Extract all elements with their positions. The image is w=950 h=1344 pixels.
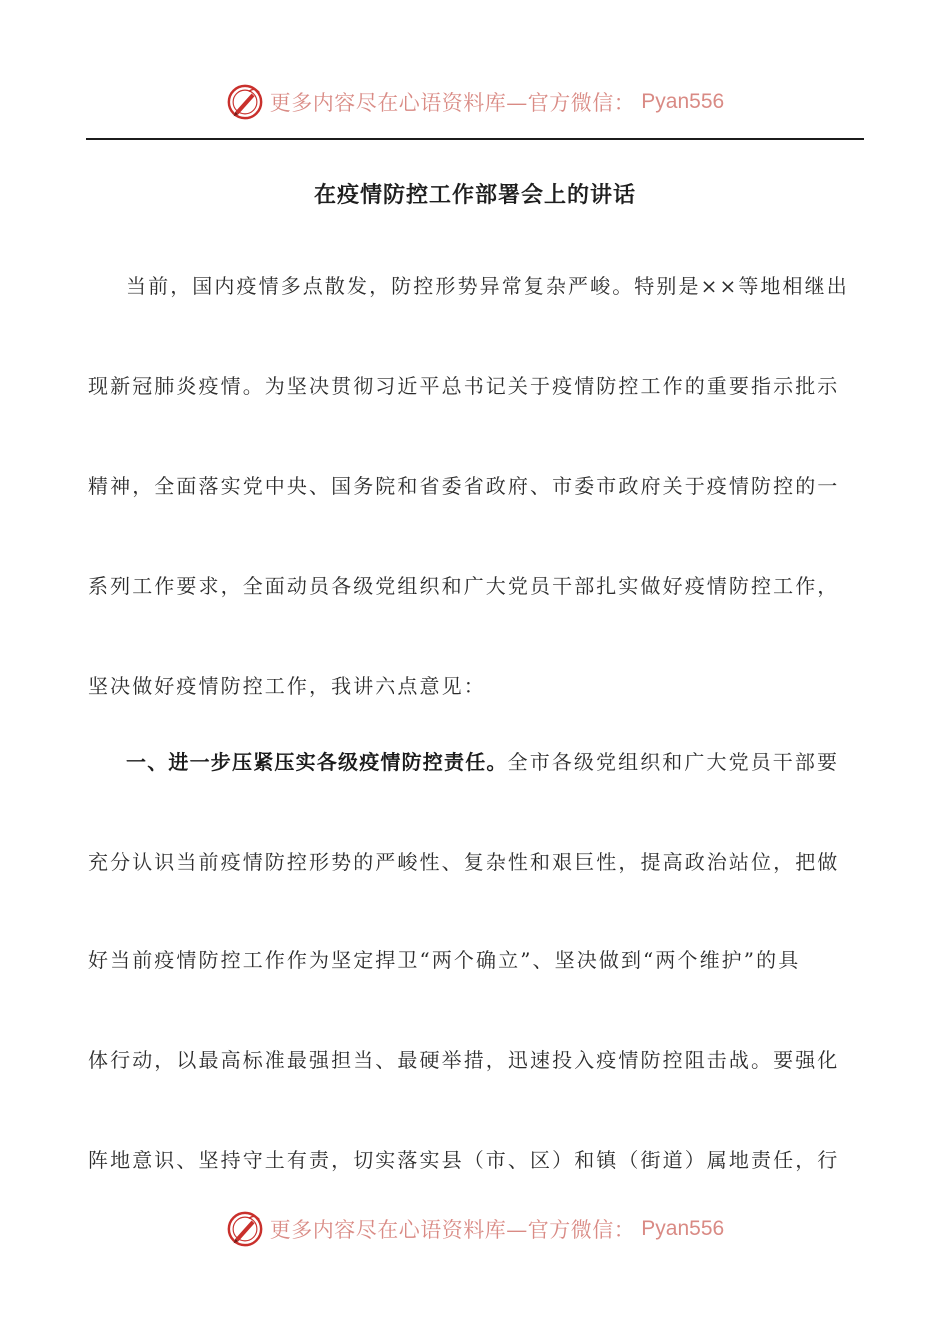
footer-banner-text: 更多内容尽在心语资料库—官方微信：	[269, 1218, 636, 1242]
section-1-line-5: 阵地意识、坚持守土有责，切实落实县（市、区）和镇（街道）属地责任，行	[88, 1148, 840, 1172]
section-1-line-2: 充分认识当前疫情防控形势的严峻性、复杂性和艰巨性，提高政治站位，把做	[88, 850, 840, 874]
paragraph-line-5: 坚决做好疫情防控工作，我讲六点意见：	[88, 674, 486, 698]
paragraph-line-2: 现新冠肺炎疫情。为坚决贯彻习近平总书记关于疫情防控工作的重要指示批示	[88, 374, 840, 398]
section-1-line-3: 好当前疫情防控工作作为坚定捍卫“两个确立”、坚决做到“两个维护”的具	[88, 948, 801, 972]
section-1-heading: 一、进一步压紧压实各级疫情防控责任。	[126, 750, 508, 774]
pen-circle-icon	[226, 1210, 264, 1248]
header-banner	[0, 80, 950, 124]
document-title: 在疫情防控工作部署会上的讲话	[313, 183, 636, 208]
section-1-first-line-text: 全市各级党组织和广大党员干部要	[507, 750, 840, 774]
banner-wechat-id: Pyan556	[641, 90, 725, 113]
footer-banner	[0, 1207, 950, 1251]
paragraph-line-1: 当前，国内疫情多点散发，防控形势异常复杂严峻。特别是××等地相继出	[126, 274, 849, 298]
footer-banner-content	[226, 1210, 724, 1248]
header-banner-content	[226, 83, 724, 121]
paragraph-line-3: 精神，全面落实党中央、国务院和省委省政府、市委市政府关于疫情防控的一	[88, 474, 840, 498]
pen-circle-icon	[226, 83, 264, 121]
banner-text: 更多内容尽在心语资料库—官方微信：	[269, 91, 636, 115]
footer-banner-wechat-id: Pyan556	[641, 1217, 725, 1240]
header-divider	[86, 138, 864, 140]
paragraph-line-4: 系列工作要求，全面动员各级党组织和广大党员干部扎实做好疫情防控工作，	[88, 574, 840, 598]
section-1-first-line	[126, 748, 866, 776]
section-1-line-4: 体行动，以最高标准最强担当、最硬举措，迅速投入疫情防控阻击战。要强化	[88, 1048, 840, 1072]
